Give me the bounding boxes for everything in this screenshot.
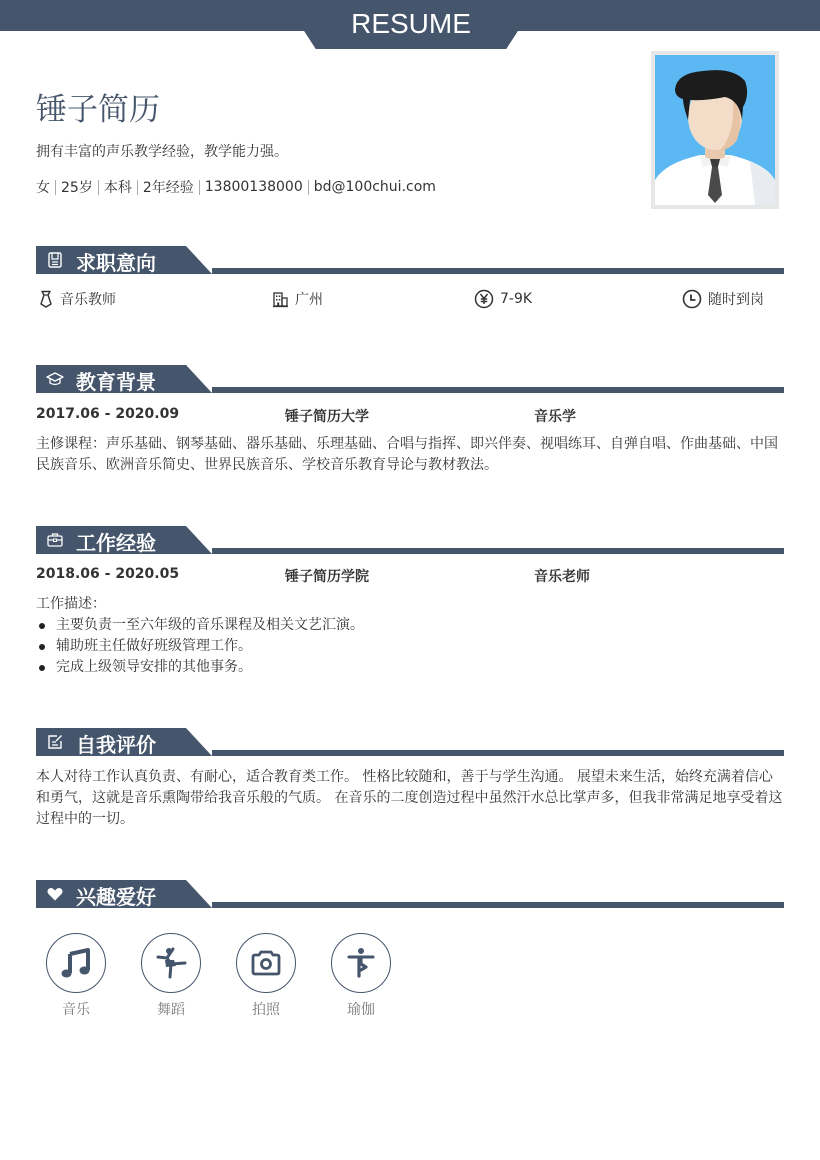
- section-header-work: [36, 526, 784, 554]
- section-title: 工作经验: [76, 531, 156, 555]
- avatar: [651, 51, 779, 209]
- experience: 2年经验: [142, 180, 194, 196]
- tie-icon: [38, 290, 54, 308]
- briefcase-icon: [46, 531, 64, 549]
- school-name: 锤子简历大学: [285, 409, 369, 425]
- edit-icon: [46, 733, 64, 751]
- section-header-hobbies: [36, 880, 784, 908]
- section-header-intent: [36, 246, 784, 274]
- work-duties: [36, 615, 736, 678]
- tagline: 拥有丰富的声乐教学经验，教学能力强。: [36, 144, 288, 160]
- work-desc-label: 工作描述：: [36, 596, 106, 612]
- degree: 本科: [103, 180, 132, 196]
- basic-info: [36, 177, 436, 197]
- clock-icon: [682, 289, 702, 309]
- hobby-item: 拍照: [236, 933, 296, 1019]
- candidate-name: 锤子简历: [36, 92, 160, 128]
- hobby-item: 瑜伽: [331, 933, 391, 1019]
- email: bd@100chui.com: [313, 179, 436, 195]
- intent-salary: 7-9K: [474, 289, 532, 309]
- hobby-item: 舞蹈: [141, 933, 201, 1019]
- divider: [55, 180, 56, 195]
- heart-icon: [46, 885, 64, 903]
- avatar-illustration-icon: [655, 55, 775, 205]
- dancer-icon: [154, 946, 188, 980]
- section-header-education: [36, 365, 784, 393]
- intent-availability: 随时到岗: [682, 289, 764, 309]
- intent-city: 广州: [272, 289, 323, 309]
- divider: [98, 180, 99, 195]
- divider: [137, 180, 138, 195]
- gender: 女: [36, 180, 50, 196]
- section-title: 兴趣爱好: [76, 885, 156, 909]
- hobby-item: 音乐: [46, 933, 106, 1019]
- self-evaluation-text: 本人对待工作认真负责、有耐心，适合教育类工作。 性格比较随和，善于与学生沟通。 展望未来生活，始终充满着信心和勇气，这就是音乐熏陶带给我音乐般的气质。 在音乐的二度创造过程中虽然汗水总比掌声多，但我非常满足地享受着这过程中的一切。: [36, 769, 783, 827]
- company-name: 锤子简历学院: [285, 569, 369, 585]
- intent-position: 音乐教师: [38, 289, 116, 309]
- yuan-icon: [474, 289, 494, 309]
- list-item: 辅助班主任做好班级管理工作。: [36, 636, 736, 657]
- hobby-list: [46, 933, 426, 1019]
- list-item: 完成上级领导安排的其他事务。: [36, 657, 736, 678]
- courses: 主修课程：声乐基础、钢琴基础、器乐基础、乐理基础、合唱与指挥、即兴伴奏、视唱练耳、自弹自唱、作曲基础、中国民族音乐、欧洲音乐简史、世界民族音乐、学校音乐教育导论与教材教法。: [36, 436, 778, 473]
- section-header-self-eval: [36, 728, 784, 756]
- job-title: 音乐老师: [534, 569, 590, 585]
- job-intent: [36, 289, 784, 311]
- yoga-icon: [344, 946, 378, 980]
- education-date: 2017.06 - 2020.09: [36, 406, 180, 422]
- camera-icon: [249, 946, 283, 980]
- age: 25岁: [61, 180, 93, 196]
- section-title: 教育背景: [76, 370, 156, 394]
- section-title: 自我评价: [76, 733, 156, 757]
- divider: [308, 180, 309, 195]
- banner-title: RESUME: [351, 8, 471, 39]
- work-date: 2018.06 - 2020.05: [36, 566, 180, 582]
- music-note-icon: [59, 946, 93, 980]
- building-icon: [272, 291, 289, 308]
- section-title: 求职意向: [76, 251, 156, 275]
- list-item: 主要负责一至六年级的音乐课程及相关文艺汇演。: [36, 615, 736, 636]
- document-icon: [46, 251, 64, 269]
- graduation-cap-icon: [46, 370, 64, 388]
- divider: [199, 180, 200, 195]
- phone: 13800138000: [204, 179, 303, 195]
- major: 音乐学: [534, 409, 576, 425]
